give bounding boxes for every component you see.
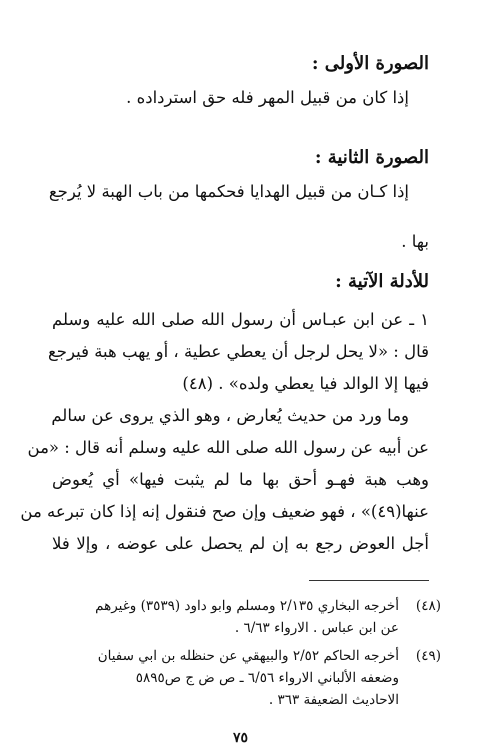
evidence-line: عن أبيه عن رسول الله صلى الله عليه وسلم أنه قال : «من bbox=[27, 438, 429, 457]
evidence-line: وهب هبة فهـو أحق بها ما لم يثبت فيها» أي يُعوض bbox=[52, 470, 429, 489]
footnote-divider bbox=[309, 580, 429, 581]
evidence-line: ١ ـ عن ابن عبـاس أن رسول الله صلى الله عليه وسلم bbox=[52, 310, 429, 329]
heading-second-case: الصورة الثانية : bbox=[314, 147, 429, 168]
heading-first-case: الصورة الأولى : bbox=[311, 53, 429, 74]
footnote-text: الاحاديث الضعيفة ٣٦٣ . bbox=[268, 692, 399, 708]
page-number: ٧٥ bbox=[232, 730, 249, 746]
footnote-text: وضعفه الألباني الارواء ٦/٥٦ ـ ص ض ج ص٥٨٩٥ bbox=[135, 670, 399, 686]
footnote-text: عن ابن عباس . الارواء ٦/٦٣ . bbox=[234, 620, 399, 636]
footnote-text: أخرجه البخاري ٢/١٣٥ ومسلم وابو داود (٣٥٣٩) وغيرهم bbox=[95, 598, 399, 614]
evidence-line: عنها(٤٩)» ، فهو ضعيف وإن صح فنقول إنه إذا كان تبرعه من bbox=[20, 502, 429, 521]
footnote-text: أخرجه الحاكم ٢/٥٢ والبيهقي عن حنظله بن ابي سفيان bbox=[97, 648, 399, 664]
evidence-line: وما ورد من حديث يُعارض ، وهو الذي يروى عن سالم bbox=[51, 406, 409, 425]
evidence-line: فيها إلا الوالد فيا يعطي ولده» . (٤٨) bbox=[182, 374, 429, 393]
evidence-line: قال : «لا يحل لرجل أن يعطي عطية ، أو يهب هبة فيرجع bbox=[48, 342, 429, 361]
paragraph-second-case-line-1: إذا كـان من قبيل الهدايا فحكمها من باب الهبة لا يُرجع bbox=[48, 182, 409, 201]
footnote-number: (٤٩) bbox=[415, 648, 441, 664]
heading-evidence: للأدلة الآتية : bbox=[335, 271, 429, 292]
paragraph-first-case: إذا كان من قبيل المهر فله حق استرداده . bbox=[126, 88, 409, 107]
footnote-number: (٤٨) bbox=[415, 598, 441, 614]
evidence-line: أجل العوض رجع به إن لم يحصل على عوضه ، وإلا فلا bbox=[52, 534, 429, 553]
paragraph-second-case-line-2: بها . bbox=[401, 232, 429, 251]
